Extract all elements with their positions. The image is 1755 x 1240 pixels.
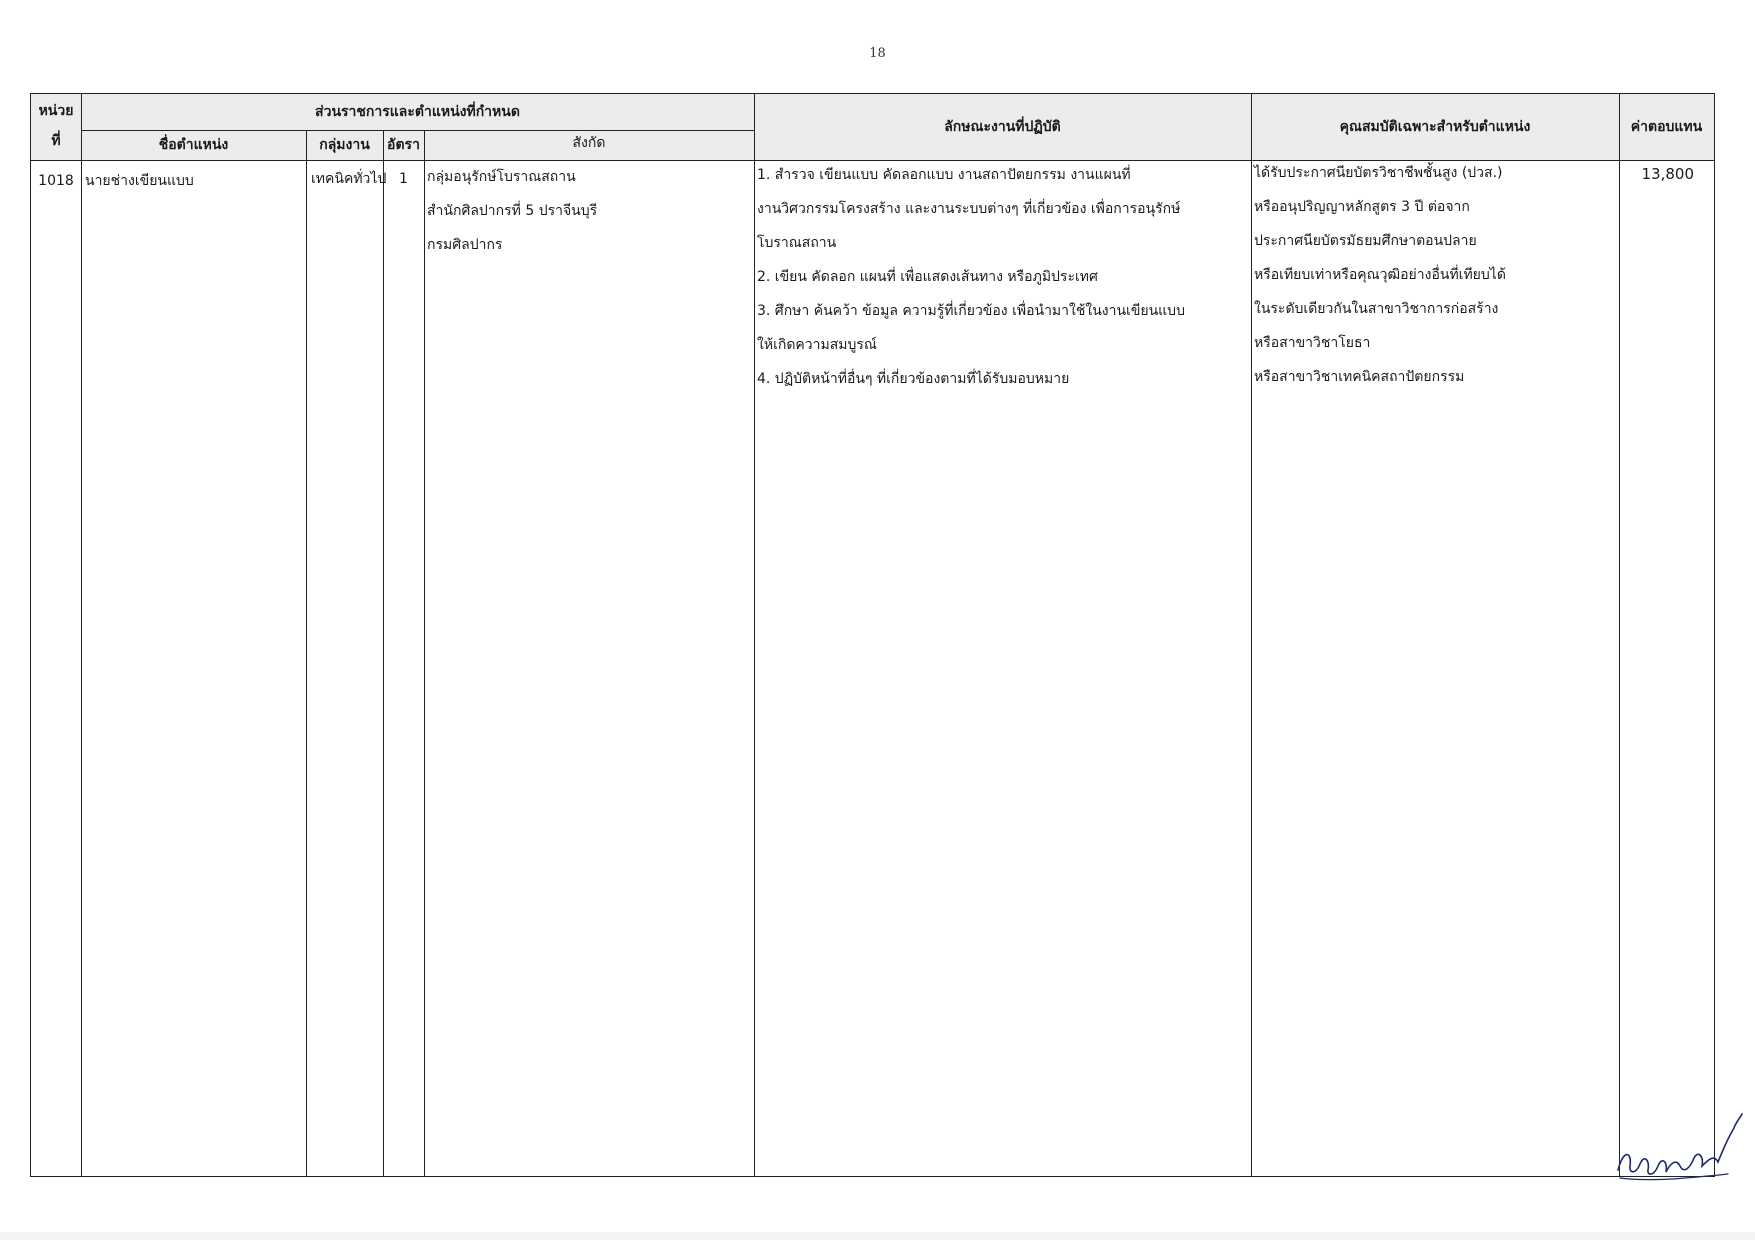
header-qualifications: คุณสมบัติเฉพาะสำหรับตำแหน่ง <box>1339 119 1531 135</box>
qualifications <box>1254 156 1506 394</box>
affiliation-line: กรมศิลปากร <box>427 237 503 253</box>
affiliation-line: สำนักศิลปากรที่ 5 ปราจีนบุรี <box>427 203 598 219</box>
qualification-line: หรือเทียบเท่าหรือคุณวุฒิอย่างอื่นที่เทียบได้ <box>1254 267 1506 283</box>
signature <box>1610 1108 1745 1188</box>
unit-number: 1018 <box>38 173 74 189</box>
position-table <box>30 93 1715 1177</box>
compensation-amount: 13,800 <box>1641 165 1694 183</box>
col-rule <box>306 130 307 1176</box>
col-rule <box>1619 94 1620 1176</box>
page-number: 18 <box>869 46 886 61</box>
work-group: เทคนิคทั่วไป <box>311 171 387 187</box>
scan-edge <box>0 1232 1755 1240</box>
header-rate: อัตรา <box>387 137 420 153</box>
col-rule <box>754 94 755 1176</box>
qualification-line: ในระดับเดียวกันในสาขาวิชาการก่อสร้าง <box>1254 301 1499 317</box>
duties <box>757 158 1185 396</box>
header-compensation: ค่าตอบแทน <box>1630 119 1703 135</box>
affiliation <box>427 160 597 262</box>
header-duties: ลักษณะงานที่ปฏิบัติ <box>944 119 1061 135</box>
duty-line: 1. สำรวจ เขียนแบบ คัดลอกแบบ งานสถาปัตยกรรม งานแผนที่ <box>757 167 1131 183</box>
col-rule <box>383 130 384 1176</box>
qualification-line: หรือสาขาวิชาเทคนิคสถาปัตยกรรม <box>1254 369 1465 385</box>
col-rule <box>81 94 82 1176</box>
affiliation-line: กลุ่มอนุรักษ์โบราณสถาน <box>427 169 576 185</box>
header-group-title: ส่วนราชการและตำแหน่งที่กำหนด <box>315 104 520 120</box>
col-rule <box>1251 94 1252 1176</box>
col-rule <box>424 130 425 1176</box>
duty-line: งานวิศวกรรมโครงสร้าง และงานระบบต่างๆ ที่เกี่ยวข้อง เพื่อการอนุรักษ์ <box>757 201 1181 217</box>
duty-line: 2. เขียน คัดลอก แผนที่ เพื่อแสดงเส้นทาง หรือภูมิประเทศ <box>757 269 1098 285</box>
header-work-group: กลุ่มงาน <box>319 137 370 153</box>
duty-line: 4. ปฏิบัติหน้าที่อื่นๆ ที่เกี่ยวข้องตามที่ได้รับมอบหมาย <box>757 371 1070 387</box>
position-name: นายช่างเขียนแบบ <box>85 173 194 189</box>
qualification-line: ได้รับประกาศนียบัตรวิชาชีพชั้นสูง (ปวส.) <box>1254 165 1503 181</box>
qualification-line: หรืออนุปริญญาหลักสูตร 3 ปี ต่อจาก <box>1254 199 1470 215</box>
rate: 1 <box>399 171 408 187</box>
header-affiliation: สังกัด <box>572 135 606 151</box>
qualification-line: ประกาศนียบัตรมัธยมศึกษาตอนปลาย <box>1254 233 1477 249</box>
header-position-name: ชื่อตำแหน่ง <box>158 137 229 153</box>
duty-line: โบราณสถาน <box>757 235 837 251</box>
header-unit-no: หน่วย ที่ <box>38 103 74 149</box>
duty-line: ให้เกิดความสมบูรณ์ <box>757 337 877 353</box>
qualification-line: หรือสาขาวิชาโยธา <box>1254 335 1371 351</box>
duty-line: 3. ศึกษา ค้นคว้า ข้อมูล ความรู้ที่เกี่ยวข้อง เพื่อนำมาใช้ในงานเขียนแบบ <box>757 303 1185 319</box>
